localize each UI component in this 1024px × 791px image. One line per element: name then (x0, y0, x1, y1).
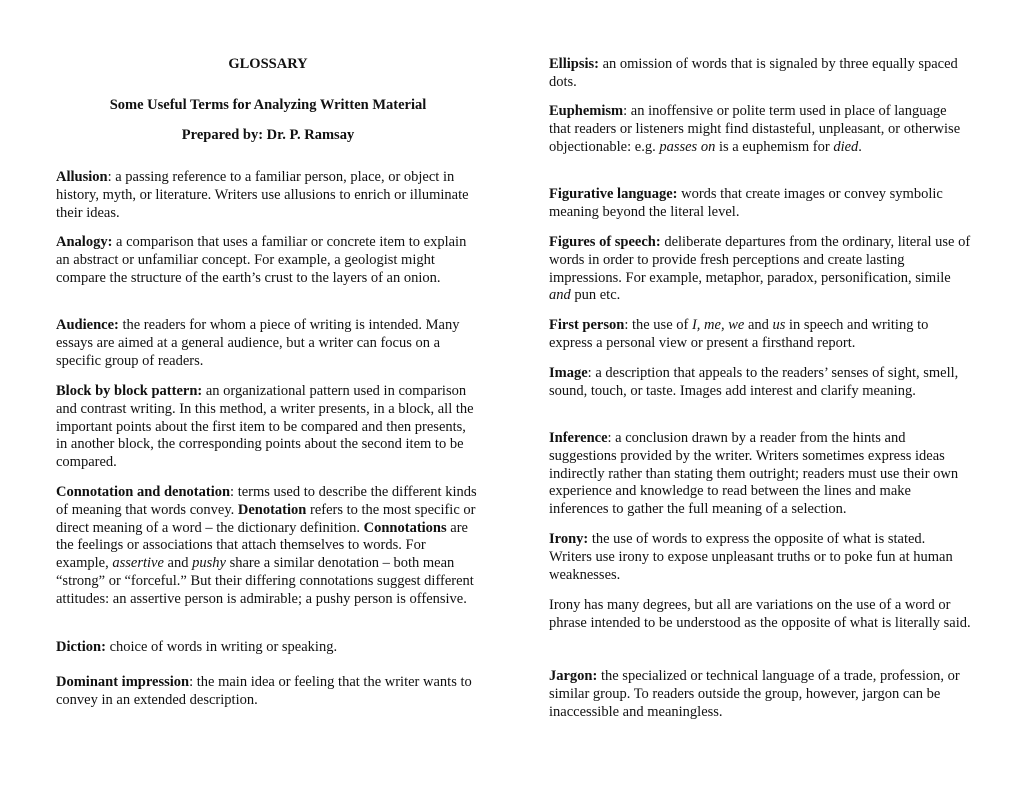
term: First person (549, 317, 625, 333)
entry-ellipsis (549, 56, 971, 92)
entry-image (549, 365, 971, 401)
entry-figurative-language (549, 186, 971, 222)
term: Figures of speech: (549, 234, 661, 250)
entry-inference (549, 430, 971, 519)
entry-diction (56, 639, 480, 657)
entry-irony-continued (549, 597, 971, 633)
entry-euphemism: Euphemism: an inoffensive or polite term used in place of language that readers or listeners might find distasteful, unpleasant, or otherwise objectionable: e.g. passes on is a euphemism for died. (549, 103, 961, 155)
entry-jargon (549, 668, 971, 721)
entry-allusion: Allusion: a passing reference to a familiar person, place, or object in history, myth, or literature. Writers use allusions to enrich or illuminate their ideas. (56, 169, 469, 221)
term: Image (549, 365, 588, 381)
definition: words that create images or convey symbolic meaning beyond the literal level. (549, 186, 943, 220)
definition: choice of words in writing or speaking. (105, 639, 338, 655)
term: Jargon: (549, 668, 598, 684)
term: Diction: (56, 639, 106, 655)
term: Analogy: (56, 234, 113, 250)
definition: the specialized or technical language of a trade, profession, or similar group. To readers outside the group, however, jargon can be inaccessible and meaningless. (549, 668, 960, 720)
entry-audience (56, 317, 480, 370)
term: Dominant impression (56, 674, 190, 690)
definition: : the main idea or feeling that the writer wants to convey in an extended description. (56, 674, 472, 708)
entry-irony (549, 531, 971, 584)
entry-dominant-impression (56, 674, 480, 710)
term: Inference (549, 430, 608, 446)
entry-figures-of-speech: Figures of speech: deliberate departures from the ordinary, literal use of words in order to provide fresh perceptions and create lasting impressions. For example, metaphor, paradox, personification, simile and pun etc. (549, 234, 971, 304)
term: Audience: (56, 317, 119, 333)
term: Euphemism (549, 103, 624, 119)
definition: an omission of words that is signaled by three equally spaced dots. (549, 56, 958, 90)
page-title: GLOSSARY (228, 56, 308, 72)
page-subtitle: Some Useful Terms for Analyzing Written Material (109, 97, 427, 113)
definition: a comparison that uses a familiar or concrete item to explain an abstract or unfamiliar concept. For example, a geologist might compare the structure of the earth’s crust to the layers of an onion. (56, 234, 467, 286)
entry-analogy (56, 234, 480, 287)
definition: : a description that appeals to the readers’ senses of sight, smell, sound, touch, or taste. Images add interest and clarify meaning. (549, 365, 959, 399)
term: Irony: (549, 531, 589, 547)
definition: : a conclusion drawn by a reader from the hints and suggestions provided by the writer. Writers sometimes express ideas indirectly rather than stating them outright; readers must use their own experience and knowledge to read between the lines and make inferences to gather the full meaning of a selection. (549, 430, 959, 518)
entry-block-by-block (56, 383, 480, 472)
term: Allusion (56, 169, 108, 185)
definition: an organizational pattern used in comparison and contrast writing. In this method, a writer presents, in a block, all the important points about the first item to be compared and then presents, in another block, the corresponding points about the second item to be compared. (56, 383, 474, 471)
term: Connotation and denotation (56, 484, 231, 500)
definition: a passing reference to a familiar person, place, or object in history, myth, or literature. Writers use allusions to enrich or illuminate their ideas. (56, 169, 469, 221)
prepared-by: Prepared by: Dr. P. Ramsay (181, 127, 355, 143)
definition: Irony has many degrees, but all are variations on the use of a word or phrase intended to be understood as the opposite of what is literally said. (549, 597, 971, 631)
term: Block by block pattern: (56, 383, 203, 399)
definition: the use of words to express the opposite of what is stated. Writers use irony to expose unpleasant truths or to poke fun at human weaknesses. (549, 531, 953, 583)
term: Ellipsis: (549, 56, 599, 72)
term: Figurative language: (549, 186, 678, 202)
entry-first-person: First person: the use of I, me, we and us in speech and writing to express a personal view or present a firsthand report. (549, 317, 929, 351)
entry-connotation-denotation: Connotation and denotation: terms used to describe the different kinds of meaning that words convey. Denotation refers to the most specific or direct meaning of a word – the dictionary definition. Connotations are the feelings or associations that attach themselves to words. For example, assertive and pushy share a similar denotation – both mean “strong” or “forceful.” But their differing connotations suggest different attitudes: an assertive person is admirable; a pushy person is offensive. (56, 484, 477, 607)
definition: the readers for whom a piece of writing is intended. Many essays are aimed at a general audience, but a writer can focus on a specific group of readers. (56, 317, 460, 369)
